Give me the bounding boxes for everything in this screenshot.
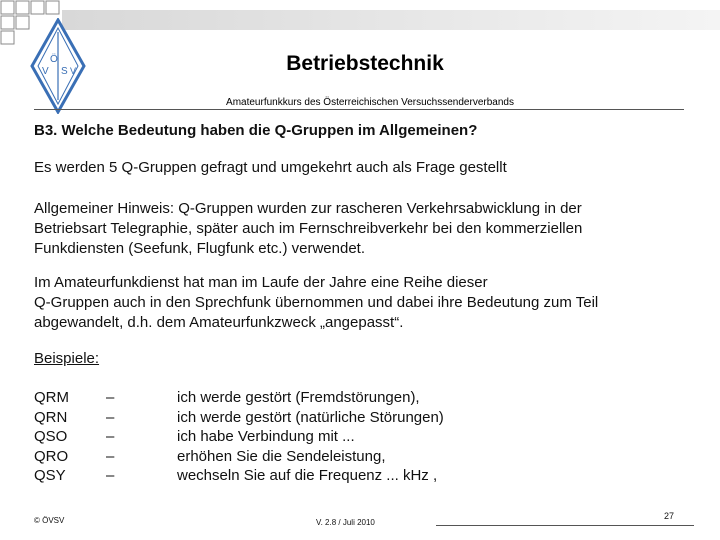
example-row: [34, 408, 674, 428]
dash: –: [106, 408, 115, 426]
amateur-line: Q-Gruppen auch in den Sprechfunk übernommen und dabei ihre Bedeutung zum Teil: [34, 294, 599, 311]
hint-paragraph: [34, 199, 674, 259]
logo-letter-2: V: [42, 66, 49, 77]
q-code: QSY: [34, 467, 66, 484]
example-row: [34, 388, 674, 408]
q-code: QSO: [34, 428, 68, 445]
hint-line: Betriebsart Telegraphie, später auch im Fernschreibverkehr bei den kommerziellen: [34, 220, 583, 237]
amateur-line: abgewandelt, d.h. dem Amateurfunkzweck „angepasst“.: [34, 314, 404, 331]
header-gradient-bar: [62, 10, 720, 30]
q-code-meaning: ich habe Verbindung mit ...: [177, 428, 355, 445]
q-code-meaning: ich werde gestört (natürliche Störungen): [177, 408, 444, 426]
example-row: [34, 427, 674, 447]
q-code-meaning: erhöhen Sie die Sendeleistung,: [177, 447, 386, 465]
page-number: 27: [664, 511, 675, 521]
q-code: QRN: [34, 408, 68, 426]
examples-label: Beispiele:: [34, 350, 100, 367]
logo-letter-1: Ö: [50, 54, 58, 65]
question-heading: B3. Welche Bedeutung haben die Q-Gruppen im Allgemeinen?: [34, 122, 478, 139]
dash: –: [106, 389, 115, 406]
oevsv-logo-icon: [30, 18, 86, 114]
q-code-meaning: ich werde gestört (Fremdstörungen),: [177, 389, 420, 406]
header-divider: [34, 109, 684, 110]
amateur-line: Im Amateurfunkdienst hat man im Laufe der Jahre eine Reihe dieser: [34, 274, 488, 291]
answer-paragraph: Es werden 5 Q-Gruppen gefragt und umgekehrt auch als Frage gestellt: [34, 159, 507, 176]
footer-version: V. 2.8 / Juli 2010: [316, 518, 375, 527]
logo-letter-3: S: [61, 66, 68, 77]
page-title: Betriebstechnik: [286, 52, 444, 75]
q-code: QRO: [34, 447, 69, 465]
logo-letter-4: V: [70, 66, 77, 76]
hint-line: Funkdiensten (Seefunk, Flugfunk etc.) verwendet.: [34, 240, 366, 257]
page-subtitle: Amateurfunkkurs des Österreichischen Versuchssenderverbands: [226, 97, 514, 108]
amateur-paragraph: [34, 273, 674, 333]
example-row: [34, 447, 674, 467]
dash: –: [106, 428, 115, 445]
dash: –: [106, 447, 115, 465]
dash: –: [106, 467, 115, 484]
examples-list: [34, 388, 674, 486]
q-code: QRM: [34, 389, 69, 406]
footer-copyright: © ÖVSV: [34, 516, 65, 525]
example-row: [34, 466, 674, 486]
q-code-meaning: wechseln Sie auf die Frequenz ... kHz ,: [177, 467, 438, 484]
footer-divider: [436, 525, 694, 526]
hint-line: Allgemeiner Hinweis: Q-Gruppen wurden zur rascheren Verkehrsabwicklung in der: [34, 200, 582, 217]
